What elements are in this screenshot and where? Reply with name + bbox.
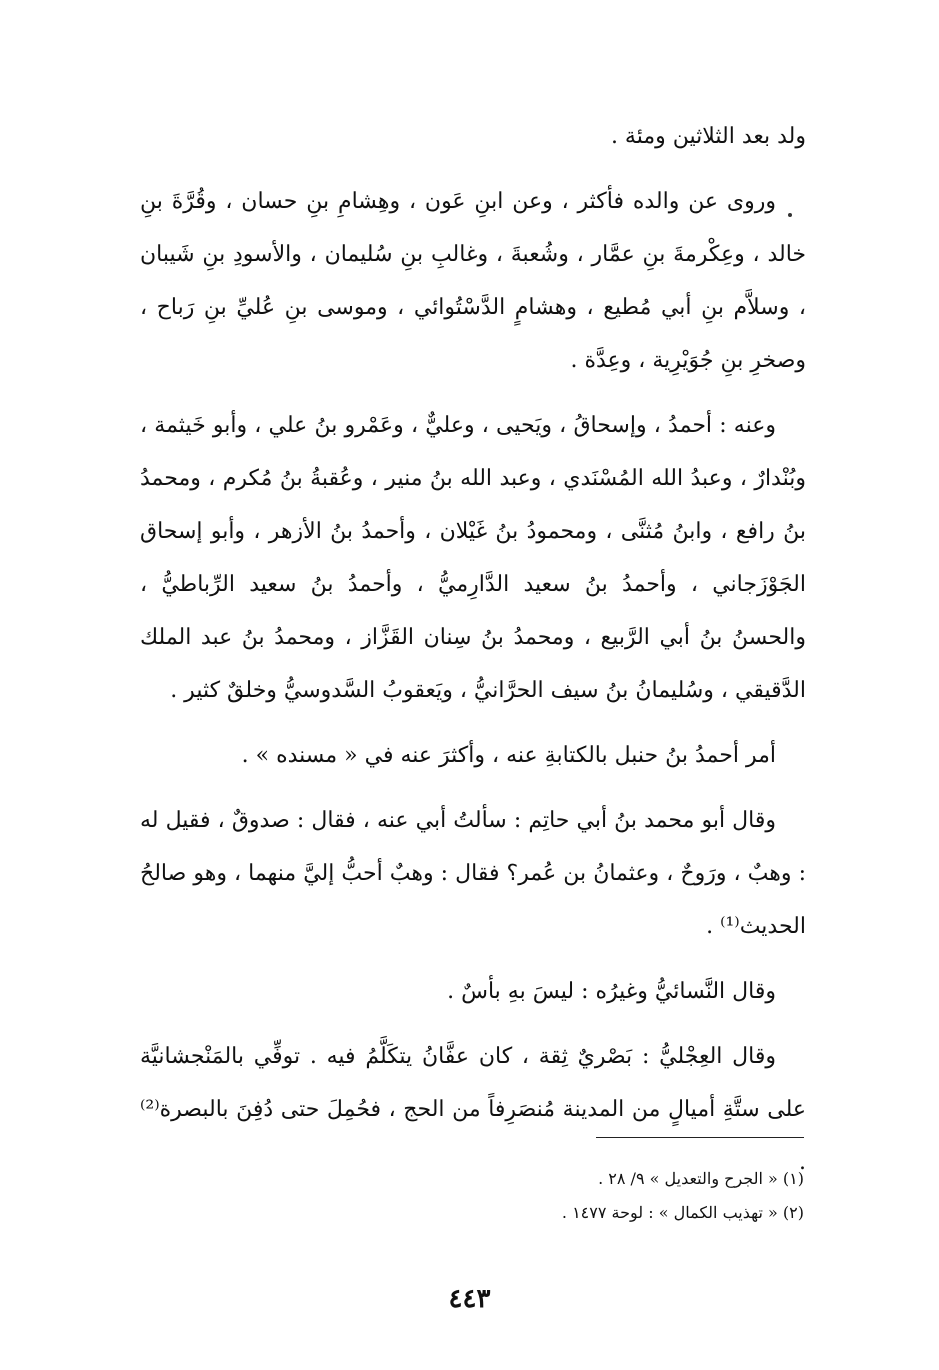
paragraph-3: وعنه : أحمدُ ، وإسحاقُ ، ويَحيى ، وعليٌّ ، وعَمْرو بنُ علي ، وأبو خَيثمة ، وبُنْدارٌ ، وعبدُ الله المُسْنَدي ، وعبد الله بنُ منير ، وعُقبةُ بنُ مُكرم ، ومحمدُ بنُ رافع ، وابنُ مُثنَّى ، ومحمودُ بنُ غَيْلان ، وأحمدُ بنُ الأزهر ، وأبو إسحاق الجَوْزَجاني ، وأحمدُ بنُ سعيد الدَّارِميُّ ، وأحمدُ بنُ سعيد الرِّباطيُّ ، والحسنُ بنُ أبي الرَّبيع ، ومحمدُ بنُ سِنان القَزَّاز ، ومحمدُ بنُ عبد الملك الدَّقيقي ، وسُليمانُ بنُ سيف الحرَّانيُّ ، ويَعقوبُ السَّدوسيُّ وخلقٌ كثير . xyxy=(140,413,806,703)
paragraph-4: أمر أحمدُ بنُ حنبل بالكتابةِ عنه ، وأكثرَ عنه في « مسنده » . xyxy=(241,743,776,768)
paragraph-5: وقال أبو محمد بنُ أبي حاتِم : سألتُ أبي عنه ، فقال : صدوقٌ ، فقيل له : وهبٌ ، ورَوحٌ ، وعثمانُ بن عُمر؟ فقال : وهبٌ أحبُّ إليَّ منهما ، وهو صالحُ الحديث⁽¹⁾ . xyxy=(140,808,806,939)
paragraph-6: وقال النَّسائيُّ وغيرُه : ليسَ بهِ بأسٌ . xyxy=(447,979,776,1004)
footnote-1: (١) « الجرح والتعديل » ٩/ ٢٨ . xyxy=(598,1169,804,1188)
footnote-separator xyxy=(596,1137,804,1138)
footnotes xyxy=(400,1162,804,1230)
paragraph-1: ولد بعد الثلاثين ومئة . xyxy=(610,124,806,149)
page-number: ٤٤٣ xyxy=(448,1284,491,1314)
paragraph-2: وروى عن والده فأكثر ، وعن ابنِ عَون ، وهِشامِ بنِ حسان ، وقُرَّةَ بنِ خالد ، وعِكْرمةَ بنِ عمَّار ، وشُعبةَ ، وغالبِ بنِ سُليمان ، والأسودِ بنِ شَيبان ، وسلاَّم بنِ أبي مُطيع ، وهشامٍ الدَّسْتُوائي ، وموسى بنِ عُليِّ بنِ رَباح ، وصخرِ بنِ جُوَيْرِية ، وعِدَّة . xyxy=(140,189,806,373)
main-text xyxy=(140,110,806,1189)
footnote-2: (٢) « تهذيب الكمال » : لوحة ١٤٧٧ . xyxy=(561,1203,804,1222)
paragraph-7: وقال العِجْليُّ : بَصْريٌ ثِقة ، كان عفَّانُ يتكَلَّمُ فيه . توفِّي بالمَنْجشانيَّة على ستَّةِ أميالٍ من المدينة مُنصَرِفاً من الحج ، فحُمِلَ حتى دُفِنَ بالبصرة⁽²⁾ . xyxy=(140,1044,806,1175)
